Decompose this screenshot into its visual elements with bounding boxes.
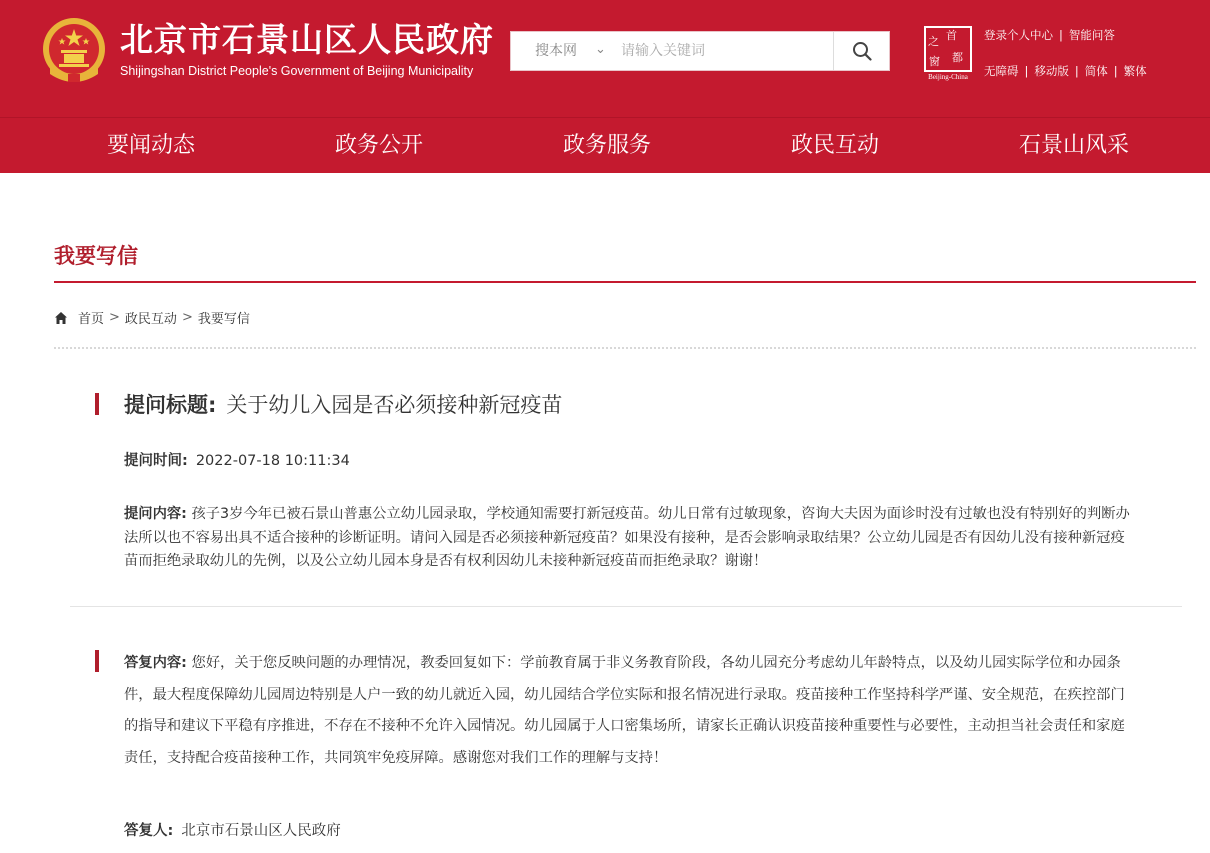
heading-divider (54, 281, 1196, 283)
capital-window-logo[interactable] (922, 26, 974, 84)
chevron-down-icon[interactable]: ⌄ (595, 42, 606, 57)
nav-item-services[interactable]: 政务服务 (563, 133, 652, 158)
nav-item-gov-affairs[interactable]: 政务公开 (335, 133, 424, 158)
dotted-divider (54, 347, 1196, 349)
link-separator: | (1059, 28, 1063, 42)
breadcrumb-interaction[interactable]: 政民互动 (124, 312, 177, 327)
question-time-value: 2022-07-18 10:11:34 (195, 453, 350, 469)
question-content (124, 503, 1134, 574)
nav-item-shijingshan[interactable]: 石景山风采 (1019, 133, 1130, 158)
home-icon (54, 311, 68, 325)
reply-content-text: 您好，关于您反映问题的办理情况，教委回复如下：学前教育属于非义务教育阶段，各幼儿园充分考虑幼儿年龄特点，以及幼儿园实际学位和办园条件，最大程度保障幼儿园周边特别是人户一致的幼儿就近入园，幼儿园结合学位实际和报名情况进行录取。疫苗接种工作坚持科学严谨、安全规范，在疾控部门的指导和建议下平稳有序推进，不存在不接种不允许入园情况。幼儿园属于人口密集场所，请家长正确认识疫苗接种重要性与必要性，主动担当社会责任和家庭责任，支持配合疫苗接种工作，共同筑牢免疫屏障。感谢您对我们工作的理解与支持！ (124, 655, 1125, 766)
breadcrumb (54, 308, 250, 327)
reply-content (124, 648, 1134, 774)
question-time (124, 449, 350, 470)
top-links-row1 (984, 27, 1115, 43)
capital-logo-caption: Beijing-China (928, 73, 968, 81)
replier-value: 北京市石景山区人民政府 (181, 823, 341, 839)
question-title (124, 389, 562, 419)
nav-item-interaction[interactable]: 政民互动 (791, 133, 880, 158)
capital-logo-char: 都 (952, 51, 963, 64)
breadcrumb-separator: > (109, 310, 120, 325)
top-links-row2 (984, 63, 1147, 79)
national-emblem-icon (40, 16, 108, 86)
question-title-text: 关于幼儿入园是否必须接种新冠疫苗 (226, 393, 563, 417)
question-content-text: 孩子3岁今年已被石景山普惠公立幼儿园录取，学校通知需要打新冠疫苗。幼儿日常有过敏现象，咨询大夫因为面诊时没有过敏也没有特别好的判断办法所以也不容易出具不适合接种的诊断证明。请问入园是否必须接种新冠疫苗？如果没有接种，是否会影响录取结果？公立幼儿园是否有因幼儿没有接种新冠疫苗而拒绝录取幼儿的先例，以及公立幼儿园本身是否有权利因幼儿未接种新冠疫苗而拒绝录取？谢谢！ (124, 506, 1130, 569)
breadcrumb-current: 我要写信 (197, 312, 250, 327)
question-content-label: 提问内容: (124, 506, 187, 522)
main-nav (0, 117, 1210, 173)
site-title[interactable]: 北京市石景山区人民政府 (120, 20, 494, 59)
page-title: 我要写信 (54, 244, 138, 268)
search-scope-select[interactable]: 搜本网 (535, 43, 577, 59)
capital-logo-char: 首 (946, 29, 957, 42)
title-accent-bar (95, 393, 99, 415)
replier (124, 819, 341, 840)
traditional-link[interactable]: 繁体 (1123, 64, 1147, 78)
breadcrumb-separator: > (181, 310, 193, 325)
capital-logo-char: 窗 (929, 55, 940, 68)
link-separator: | (1113, 64, 1118, 78)
replier-label: 答复人: (124, 823, 174, 839)
accessibility-link[interactable]: 无障碍 (984, 64, 1019, 78)
capital-logo-char: 之 (928, 35, 939, 48)
reply-accent-bar (95, 650, 99, 672)
site-subtitle: Shijingshan District People's Government of Beijing Municipality (120, 64, 474, 78)
nav-item-news[interactable]: 要闻动态 (107, 133, 196, 158)
simplified-link[interactable]: 简体 (1084, 64, 1108, 78)
search-input[interactable] (621, 36, 831, 66)
site-header (0, 0, 1210, 117)
section-divider (70, 606, 1182, 607)
link-separator: | (1024, 64, 1029, 78)
search-button[interactable] (833, 32, 889, 70)
breadcrumb-home[interactable]: 首页 (78, 312, 105, 327)
smart-qa-link[interactable]: 智能问答 (1068, 28, 1115, 42)
search-icon (852, 41, 872, 61)
mobile-link[interactable]: 移动版 (1034, 64, 1069, 78)
login-link[interactable]: 登录个人中心 (984, 28, 1053, 42)
link-separator: | (1074, 64, 1079, 78)
reply-content-label: 答复内容: (124, 655, 187, 671)
question-title-label: 提问标题: (124, 393, 217, 417)
search-box (510, 31, 890, 71)
question-time-label: 提问时间: (124, 453, 188, 469)
